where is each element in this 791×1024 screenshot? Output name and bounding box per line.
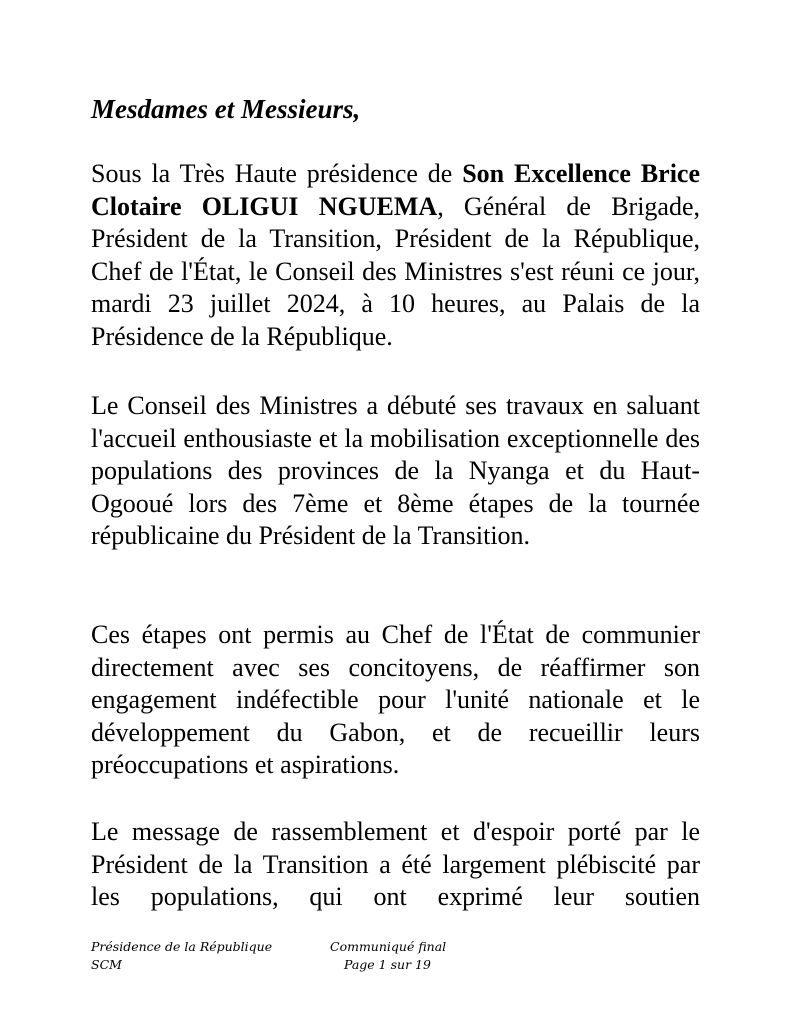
footer-institution: Présidence de la République xyxy=(91,939,273,954)
footer-service: SCM xyxy=(91,957,122,972)
footer-page-number: Page 1 sur 19 xyxy=(344,957,431,972)
footer-document-type: Communiqué final xyxy=(330,939,447,954)
salutation: Mesdames et Messieurs, xyxy=(91,94,361,124)
paragraph-stages: Ces étapes ont permis au Chef de l'État de communier directement avec ses concitoyens, de réaffirmer son engagement indéfectible pour l'unité nationale et le développement du Gabon, et de recueillir leurs préoccupations et aspirations. xyxy=(91,620,700,779)
paragraph-opening-rest: , Général de Brigade, Président de la Transition, Président de la République, Chef de l'État, le Conseil des Ministres s'est réuni ce jour, mardi 23 juillet 2024, à 10 heures, au Palais de la Présidence de la République. xyxy=(91,191,700,351)
paragraph-council-start: Le Conseil des Ministres a débuté ses travaux en saluant l'accueil enthousiaste et la mobilisation exceptionnelle des populations des provinces de la Nyanga et du Haut-Ogooué lors des 7ème et 8ème étapes de la tournée républicaine du Président de la Transition. xyxy=(91,391,700,550)
footer-left xyxy=(91,938,272,974)
president-name: Son Excellence Brice Clotaire OLIGUI NGUEMA xyxy=(91,159,700,221)
paragraph-opening-intro: Sous la Très Haute présidence de xyxy=(91,159,463,188)
paragraph-opening xyxy=(91,158,700,353)
paragraph-message: Le message de rassemblement et d'espoir porté par le Président de la Transition a été largement plébiscité par les populations, qui ont exprimé leur soutien xyxy=(91,817,700,911)
footer-right xyxy=(330,938,446,974)
